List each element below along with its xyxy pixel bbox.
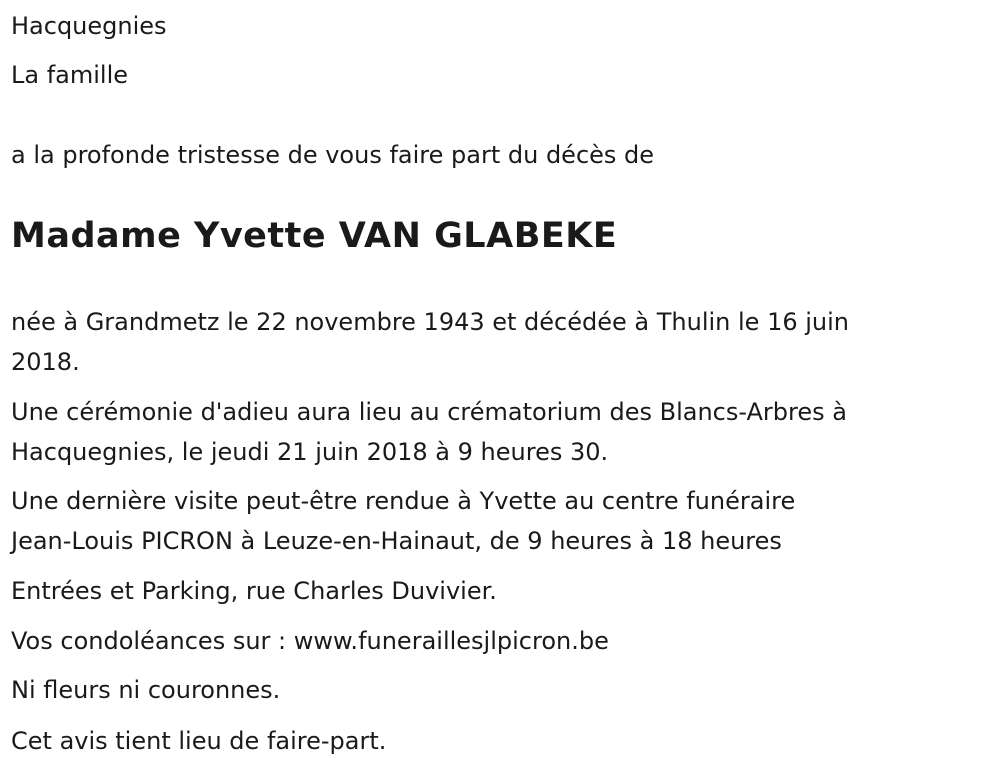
parking-info: Entrées et Parking, rue Charles Duvivier. xyxy=(11,577,497,605)
birth-death-line-2: 2018. xyxy=(11,348,80,376)
city-name: Hacquegnies xyxy=(11,12,167,40)
birth-death-paragraph xyxy=(11,302,971,382)
visit-paragraph xyxy=(11,481,971,561)
notice-statement: Cet avis tient lieu de faire-part. xyxy=(11,727,387,755)
ceremony-line-2: Hacquegnies, le jeudi 21 juin 2018 à 9 heures 30. xyxy=(11,438,609,466)
visit-line-2: Jean-Louis PICRON à Leuze-en-Hainaut, de 9 heures à 18 heures xyxy=(11,527,782,555)
birth-death-line-1: née à Grandmetz le 22 novembre 1943 et décédée à Thulin le 16 juin xyxy=(11,308,849,336)
family-label: La famille xyxy=(11,61,129,89)
deceased-name: Madame Yvette VAN GLABEKE xyxy=(11,216,618,256)
no-flowers-note: Ni fleurs ni couronnes. xyxy=(11,676,281,704)
ceremony-line-1: Une cérémonie d'adieu aura lieu au crématorium des Blancs-Arbres à xyxy=(11,398,847,426)
condolences-info: Vos condoléances sur : www.funeraillesjlpicron.be xyxy=(11,627,609,655)
ceremony-paragraph xyxy=(11,392,971,472)
visit-line-1: Une dernière visite peut-être rendue à Yvette au centre funéraire xyxy=(11,487,796,515)
intro-text: a la profonde tristesse de vous faire part du décès de xyxy=(11,141,655,169)
